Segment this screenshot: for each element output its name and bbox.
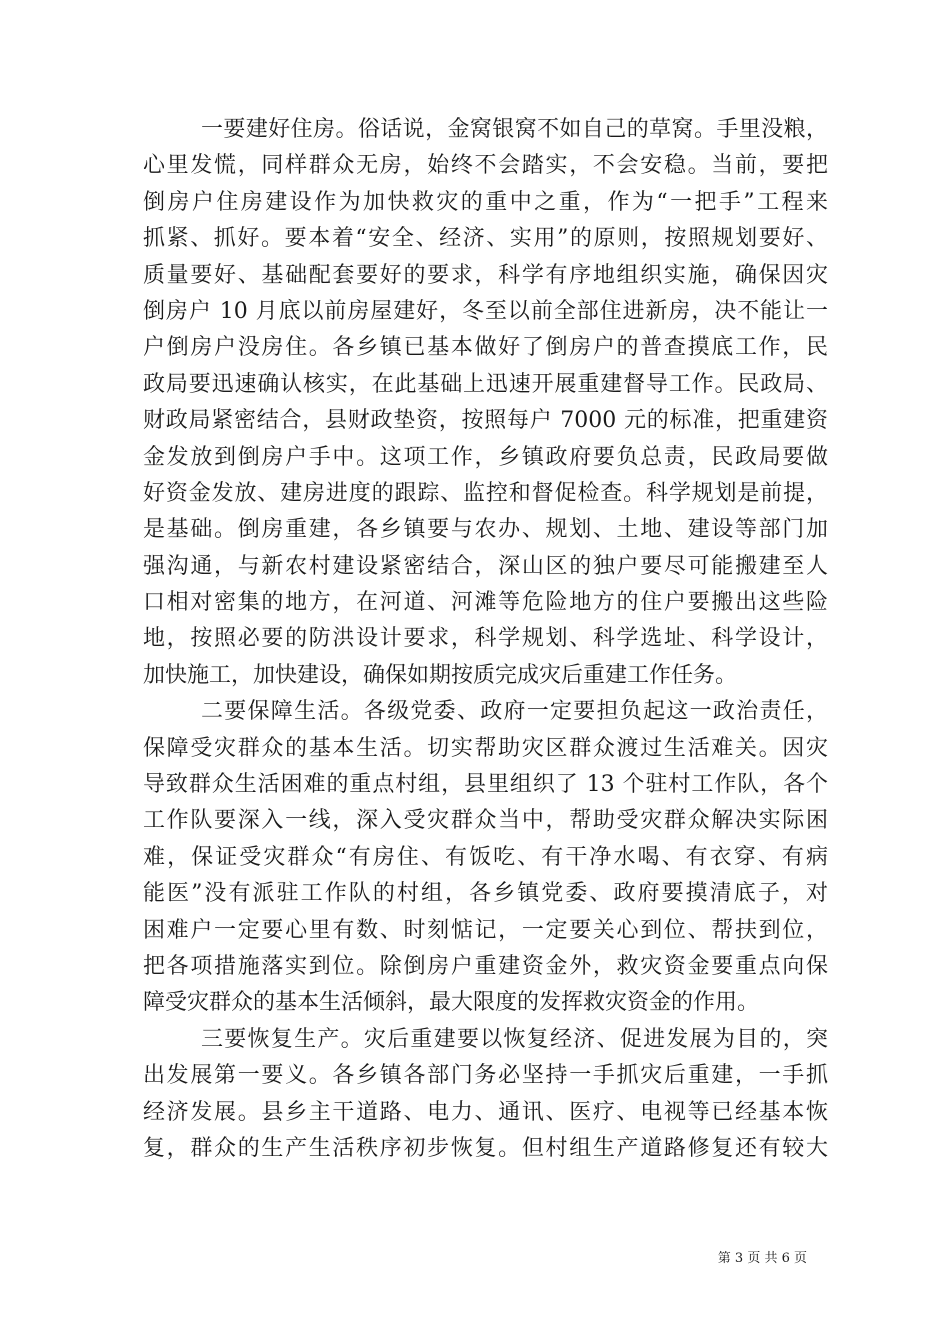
page-number: 第 3 页 共 6 页	[717, 1251, 807, 1266]
text-line: 政局要迅速确认核实，在此基础上迅速开展重建督导工作。民政局、	[143, 371, 828, 397]
text-line: 地，按照必要的防洪设计要求，科学规划、科学选址、科学设计，	[143, 626, 828, 652]
text-line: 出发展第一要义。各乡镇各部门务必坚持一手抓灾后重建，一手抓	[143, 1063, 828, 1089]
text-line: 强沟通，与新农村建设紧密结合，深山区的独户要尽可能搬建至人	[143, 553, 828, 579]
text-line: 复，群众的生产生活秩序初步恢复。但村组生产道路修复还有较大	[143, 1135, 828, 1161]
text-line: 倒房户 10 月底以前房屋建好，冬至以前全部住进新房，决不能让一	[143, 298, 828, 324]
text-line: 金发放到倒房户手中。这项工作，乡镇政府要负总责，民政局要做	[143, 444, 828, 470]
text-line: 三要恢复生产。灾后重建要以恢复经济、促进发展为目的，突	[201, 1026, 828, 1052]
document-body	[143, 112, 828, 1167]
text-line: 是基础。倒房重建，各乡镇要与农办、规划、土地、建设等部门加	[143, 517, 828, 543]
text-line: 二要保障生活。各级党委、政府一定要担负起这一政治责任，	[201, 699, 828, 725]
text-line: 困难户一定要心里有数、时刻惦记，一定要关心到位、帮扶到位，	[143, 917, 828, 943]
text-line: 导致群众生活困难的重点村组，县里组织了 13 个驻村工作队，各个	[143, 772, 828, 798]
text-line: 抓紧、抓好。要本着“安全、经济、实用”的原则，按照规划要好、	[143, 226, 828, 252]
text-line: 难，保证受灾群众“有房住、有饭吃、有干净水喝、有衣穿、有病	[143, 844, 828, 870]
text-line: 工作队要深入一线，深入受灾群众当中，帮助受灾群众解决实际困	[143, 808, 828, 834]
text-line: 保障受灾群众的基本生活。切实帮助灾区群众渡过生活难关。因灾	[143, 735, 828, 761]
text-line: 户倒房户没房住。各乡镇已基本做好了倒房户的普查摸底工作，民	[143, 335, 828, 361]
text-line: 倒房户住房建设作为加快救灾的重中之重，作为“一把手”工程来	[143, 189, 828, 215]
text-line: 障受灾群众的基本生活倾斜，最大限度的发挥救灾资金的作用。	[143, 990, 760, 1016]
paragraph	[143, 1022, 828, 1168]
text-line: 经济发展。县乡主干道路、电力、通讯、医疗、电视等已经基本恢	[143, 1099, 828, 1125]
text-line: 一要建好住房。俗话说，金窝银窝不如自己的草窝。手里没粮，	[201, 117, 828, 142]
text-line: 心里发慌，同样群众无房，始终不会踏实，不会安稳。当前，要把	[143, 153, 828, 179]
text-line: 加快施工，加快建设，确保如期按质完成灾后重建工作任务。	[143, 662, 738, 688]
text-line: 财政局紧密结合，县财政垫资，按照每户 7000 元的标准，把重建资	[143, 408, 828, 434]
text-line: 质量要好、基础配套要好的要求，科学有序地组织实施，确保因灾	[143, 262, 828, 288]
paragraph	[143, 694, 828, 1022]
text-line: 能医”没有派驻工作队的村组，各乡镇党委、政府要摸清底子，对	[143, 881, 828, 907]
text-line: 口相对密集的地方，在河道、河滩等危险地方的住户要搬出这些险	[143, 590, 828, 616]
text-line: 把各项措施落实到位。除倒房户重建资金外，救灾资金要重点向保	[143, 953, 828, 979]
paragraph	[143, 112, 828, 694]
text-line: 好资金发放、建房进度的跟踪、监控和督促检查。科学规划是前提，	[143, 480, 828, 506]
